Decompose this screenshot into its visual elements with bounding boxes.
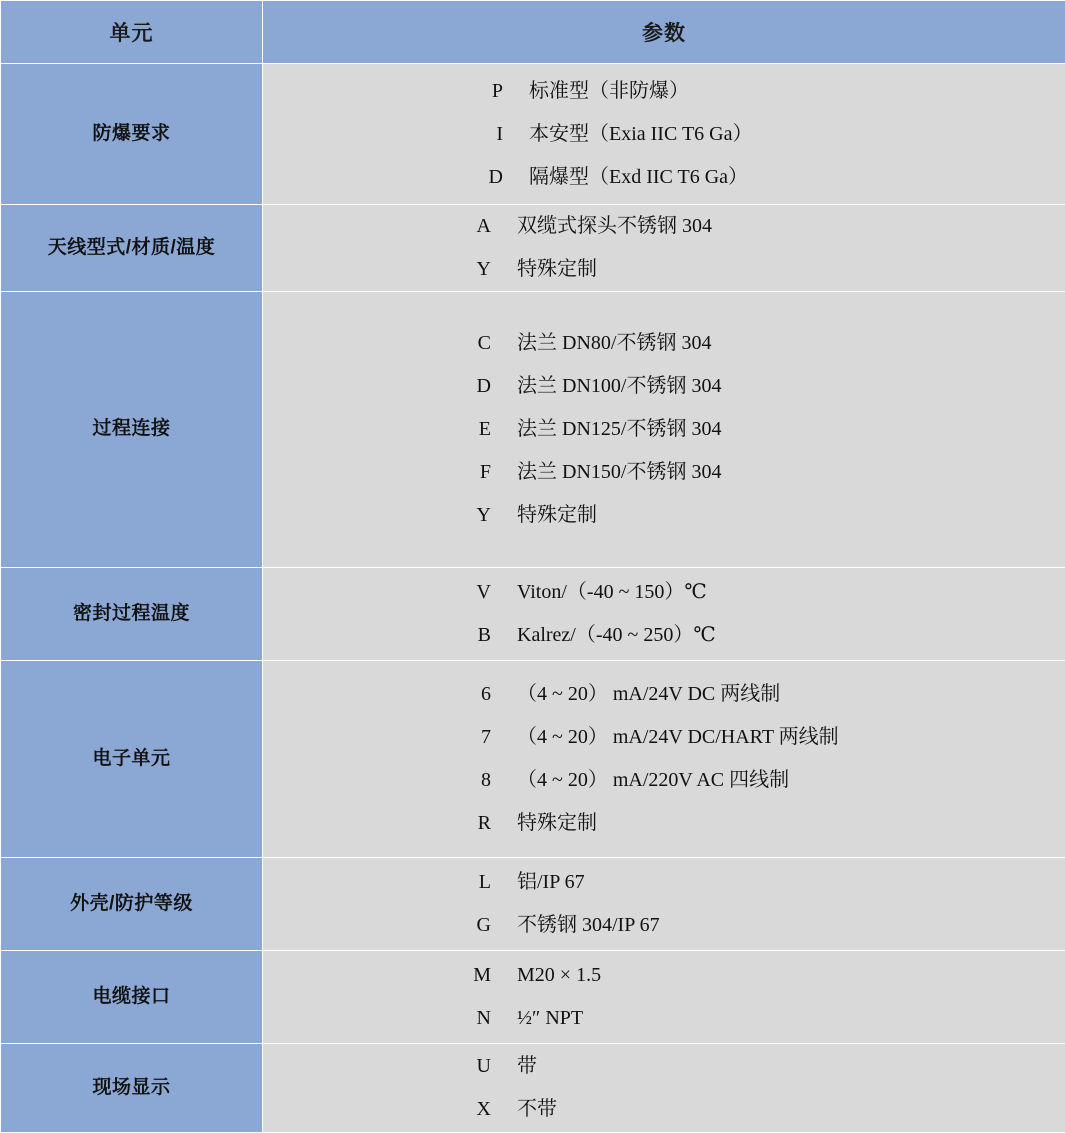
column-header-param: 参数 [263, 1, 1065, 64]
option-text: 法兰 DN125/不锈钢 304 [491, 417, 721, 442]
option-code: F [263, 460, 491, 485]
table-row [1, 1044, 1065, 1133]
option-item [263, 248, 1065, 291]
option-code: 7 [263, 725, 491, 750]
option-list [263, 322, 1065, 537]
option-text: 不锈钢 304/IP 67 [491, 913, 660, 938]
option-code: L [263, 870, 491, 895]
row-unit-label: 现场显示 [1, 1044, 263, 1133]
row-options [263, 951, 1065, 1044]
option-item [263, 673, 1065, 716]
option-code: 8 [263, 768, 491, 793]
table-row [1, 858, 1065, 951]
table-body [1, 64, 1065, 1133]
option-list [263, 1045, 1065, 1131]
option-code: C [263, 331, 491, 356]
table-header-row [1, 1, 1065, 64]
option-code: N [263, 1006, 491, 1031]
option-code: Y [263, 257, 491, 282]
option-item [263, 861, 1065, 904]
option-text: 不带 [491, 1097, 557, 1122]
option-text: M20 × 1.5 [491, 963, 601, 988]
option-text: 铝/IP 67 [491, 870, 585, 895]
option-item [263, 408, 1065, 451]
option-text: ½″ NPT [491, 1006, 583, 1031]
row-options [263, 1044, 1065, 1133]
row-options [263, 568, 1065, 661]
row-options [263, 858, 1065, 951]
option-text: Kalrez/（-40 ~ 250）℃ [491, 623, 716, 648]
option-text: 隔爆型（Exd IIC T6 Ga） [503, 165, 748, 190]
option-item [263, 904, 1065, 947]
option-item [263, 571, 1065, 614]
option-list [263, 954, 1065, 1040]
option-list [263, 205, 1065, 291]
option-item [263, 954, 1065, 997]
option-list [263, 571, 1065, 657]
option-text: （4 ~ 20） mA/24V DC 两线制 [491, 682, 780, 707]
option-list [263, 673, 1065, 845]
option-text: （4 ~ 20） mA/24V DC/HART 两线制 [491, 725, 839, 750]
option-item [263, 1088, 1065, 1131]
option-item [263, 113, 1065, 156]
option-text: Viton/（-40 ~ 150）℃ [491, 580, 707, 605]
row-options [263, 64, 1065, 205]
option-item [263, 759, 1065, 802]
option-item [263, 494, 1065, 537]
table-row [1, 64, 1065, 205]
row-unit-label: 电子单元 [1, 661, 263, 858]
row-unit-label: 过程连接 [1, 292, 263, 568]
option-text: 本安型（Exia IIC T6 Ga） [503, 122, 753, 147]
option-code: Y [263, 503, 491, 528]
option-text: 法兰 DN150/不锈钢 304 [491, 460, 721, 485]
option-item [263, 322, 1065, 365]
option-code: P [263, 79, 503, 104]
option-text: 特殊定制 [491, 257, 597, 282]
option-text: 双缆式探头不锈钢 304 [491, 214, 712, 239]
option-text: 标准型（非防爆） [503, 79, 689, 104]
table-row [1, 951, 1065, 1044]
option-text: 法兰 DN80/不锈钢 304 [491, 331, 711, 356]
option-code: A [263, 214, 491, 239]
option-code: G [263, 913, 491, 938]
option-list [263, 70, 1065, 199]
option-item [263, 614, 1065, 657]
table-row [1, 661, 1065, 858]
option-text: 带 [491, 1054, 537, 1079]
option-code: I [263, 122, 503, 147]
table-row [1, 292, 1065, 568]
option-code: M [263, 963, 491, 988]
row-options [263, 661, 1065, 858]
row-options [263, 205, 1065, 292]
column-header-unit: 单元 [1, 1, 263, 64]
row-options [263, 292, 1065, 568]
option-code: R [263, 811, 491, 836]
option-item [263, 802, 1065, 845]
row-unit-label: 外壳/防护等级 [1, 858, 263, 951]
option-item [263, 451, 1065, 494]
option-code: X [263, 1097, 491, 1122]
option-code: E [263, 417, 491, 442]
option-code: B [263, 623, 491, 648]
option-item [263, 70, 1065, 113]
option-item [263, 156, 1065, 199]
option-item [263, 997, 1065, 1040]
option-text: （4 ~ 20） mA/220V AC 四线制 [491, 768, 789, 793]
table-row [1, 568, 1065, 661]
table-header [1, 1, 1065, 64]
option-code: D [263, 165, 503, 190]
option-code: V [263, 580, 491, 605]
option-code: U [263, 1054, 491, 1079]
option-item [263, 365, 1065, 408]
row-unit-label: 密封过程温度 [1, 568, 263, 661]
option-text: 特殊定制 [491, 503, 597, 528]
option-code: D [263, 374, 491, 399]
option-code: 6 [263, 682, 491, 707]
option-list [263, 861, 1065, 947]
row-unit-label: 防爆要求 [1, 64, 263, 205]
table-row [1, 205, 1065, 292]
row-unit-label: 电缆接口 [1, 951, 263, 1044]
option-text: 法兰 DN100/不锈钢 304 [491, 374, 721, 399]
option-item [263, 205, 1065, 248]
option-item [263, 1045, 1065, 1088]
option-item [263, 716, 1065, 759]
option-text: 特殊定制 [491, 811, 597, 836]
row-unit-label: 天线型式/材质/温度 [1, 205, 263, 292]
